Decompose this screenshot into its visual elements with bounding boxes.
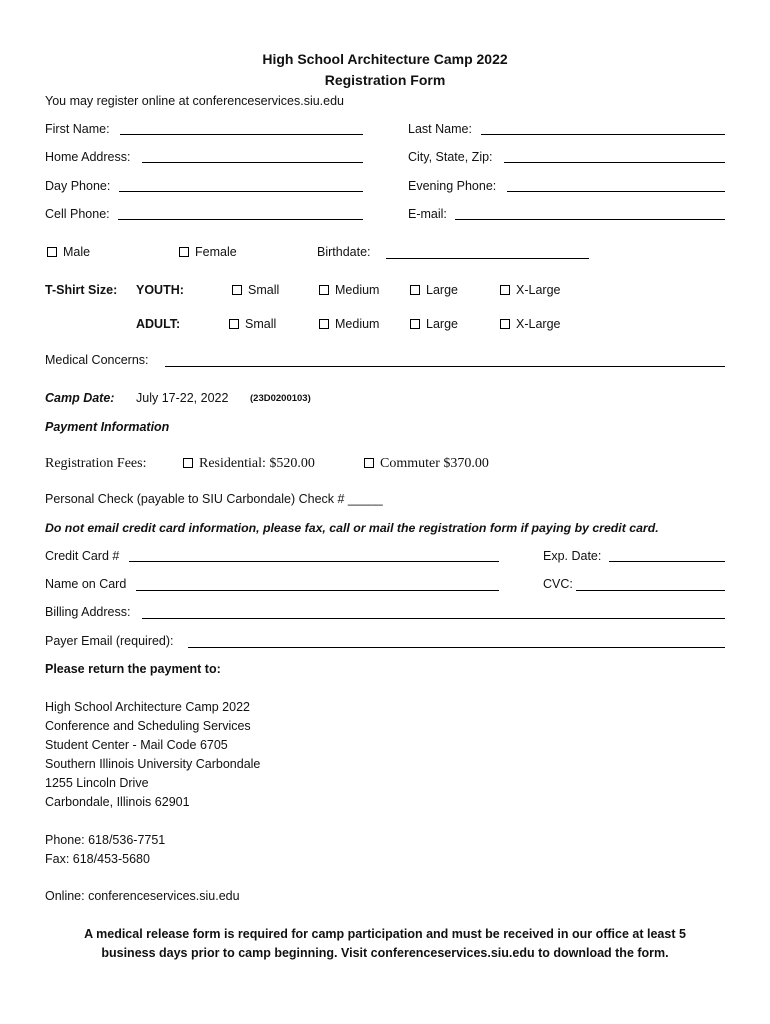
payment-info-heading: Payment Information — [45, 420, 170, 434]
youth-medium-checkbox[interactable] — [319, 285, 329, 295]
camp-date-label: Camp Date: — [45, 391, 115, 405]
youth-small-label: Small — [248, 283, 280, 297]
credit-card-warning: Do not email credit card information, please fax, call or mail the registration form if paying by credit card. — [45, 521, 659, 535]
return-heading: Please return the payment to: — [45, 662, 221, 676]
adult-medium-option[interactable] — [319, 317, 379, 331]
adult-small-label: Small — [245, 317, 277, 331]
female-option[interactable] — [179, 245, 237, 259]
youth-medium-option[interactable] — [319, 283, 379, 297]
address-line: Carbondale, Illinois 62901 — [45, 795, 190, 809]
residential-option[interactable] — [183, 456, 315, 472]
residential-label: Residential: $520.00 — [199, 456, 315, 471]
adult-xlarge-label: X-Large — [516, 317, 561, 331]
last-name-label: Last Name: — [408, 122, 472, 136]
city-state-zip-field[interactable] — [504, 162, 725, 163]
medical-release-notice-line2: business days prior to camp beginning. Visit conferenceservices.siu.edu to download the form. — [101, 946, 669, 960]
cvc-label: CVC: — [543, 577, 573, 591]
personal-check-line: Personal Check (payable to SIU Carbondale) Check # _____ — [45, 492, 383, 506]
cell-phone-field[interactable] — [118, 219, 363, 220]
adult-label: ADULT: — [136, 317, 181, 331]
youth-xlarge-label: X-Large — [516, 283, 561, 297]
name-on-card-label: Name on Card — [45, 577, 127, 591]
youth-small-option[interactable] — [232, 283, 279, 297]
evening-phone-label: Evening Phone: — [408, 179, 497, 193]
residential-checkbox[interactable] — [183, 458, 193, 468]
email-label: E-mail: — [408, 207, 447, 221]
day-phone-label: Day Phone: — [45, 179, 111, 193]
cell-phone-label: Cell Phone: — [45, 207, 110, 221]
adult-large-checkbox[interactable] — [410, 319, 420, 329]
fax-number: Fax: 618/453-5680 — [45, 852, 150, 866]
male-checkbox[interactable] — [47, 247, 57, 257]
tshirt-size-label: T-Shirt Size: — [45, 283, 118, 297]
camp-code: (23D0200103) — [250, 393, 311, 404]
day-phone-field[interactable] — [119, 191, 363, 192]
address-line: Conference and Scheduling Services — [45, 719, 251, 733]
youth-label: YOUTH: — [136, 283, 184, 297]
credit-card-field[interactable] — [129, 561, 499, 562]
medical-release-notice-line1: A medical release form is required for camp participation and must be received in our office at least 5 — [84, 927, 686, 941]
name-on-card-field[interactable] — [136, 590, 499, 591]
payer-email-label: Payer Email (required): — [45, 634, 174, 648]
home-address-label: Home Address: — [45, 150, 131, 164]
youth-large-option[interactable] — [410, 283, 458, 297]
male-label: Male — [63, 245, 91, 259]
adult-small-checkbox[interactable] — [229, 319, 239, 329]
camp-date-value: July 17-22, 2022 — [136, 391, 229, 405]
male-option[interactable] — [47, 245, 90, 259]
billing-address-field[interactable] — [142, 618, 725, 619]
city-state-zip-label: City, State, Zip: — [408, 150, 493, 164]
form-subtitle: Registration Form — [324, 72, 446, 88]
exp-date-label: Exp. Date: — [543, 549, 602, 563]
commuter-checkbox[interactable] — [364, 458, 374, 468]
female-checkbox[interactable] — [179, 247, 189, 257]
online-note: You may register online at conferenceservices.siu.edu — [45, 94, 345, 108]
adult-medium-checkbox[interactable] — [319, 319, 329, 329]
payer-email-field[interactable] — [188, 647, 725, 648]
female-label: Female — [195, 245, 237, 259]
youth-small-checkbox[interactable] — [232, 285, 242, 295]
adult-medium-label: Medium — [335, 317, 380, 331]
medical-concerns-field[interactable] — [165, 366, 725, 367]
youth-large-label: Large — [426, 283, 458, 297]
youth-medium-label: Medium — [335, 283, 380, 297]
first-name-label: First Name: — [45, 122, 110, 136]
adult-xlarge-checkbox[interactable] — [500, 319, 510, 329]
youth-xlarge-option[interactable] — [500, 283, 560, 297]
first-name-field[interactable] — [120, 134, 363, 135]
birthdate-label: Birthdate: — [317, 245, 371, 259]
phone-number: Phone: 618/536-7751 — [45, 833, 166, 847]
commuter-label: Commuter $370.00 — [380, 456, 489, 471]
last-name-field[interactable] — [481, 134, 725, 135]
address-line: Southern Illinois University Carbondale — [45, 757, 261, 771]
online-link: Online: conferenceservices.siu.edu — [45, 889, 240, 903]
cvc-field[interactable] — [576, 590, 725, 591]
adult-large-option[interactable] — [410, 317, 458, 331]
address-line: Student Center - Mail Code 6705 — [45, 738, 228, 752]
address-line: 1255 Lincoln Drive — [45, 776, 149, 790]
exp-date-field[interactable] — [609, 561, 725, 562]
adult-large-label: Large — [426, 317, 458, 331]
adult-xlarge-option[interactable] — [500, 317, 560, 331]
billing-address-label: Billing Address: — [45, 605, 131, 619]
form-title: High School Architecture Camp 2022 — [262, 51, 508, 67]
commuter-option[interactable] — [364, 456, 489, 472]
birthdate-field[interactable] — [386, 258, 589, 259]
evening-phone-field[interactable] — [507, 191, 725, 192]
address-line: High School Architecture Camp 2022 — [45, 700, 250, 714]
registration-fees-label: Registration Fees: — [45, 456, 147, 471]
youth-xlarge-checkbox[interactable] — [500, 285, 510, 295]
medical-concerns-label: Medical Concerns: — [45, 353, 149, 367]
home-address-field[interactable] — [142, 162, 363, 163]
email-field[interactable] — [455, 219, 725, 220]
youth-large-checkbox[interactable] — [410, 285, 420, 295]
credit-card-label: Credit Card # — [45, 549, 120, 563]
adult-small-option[interactable] — [229, 317, 276, 331]
